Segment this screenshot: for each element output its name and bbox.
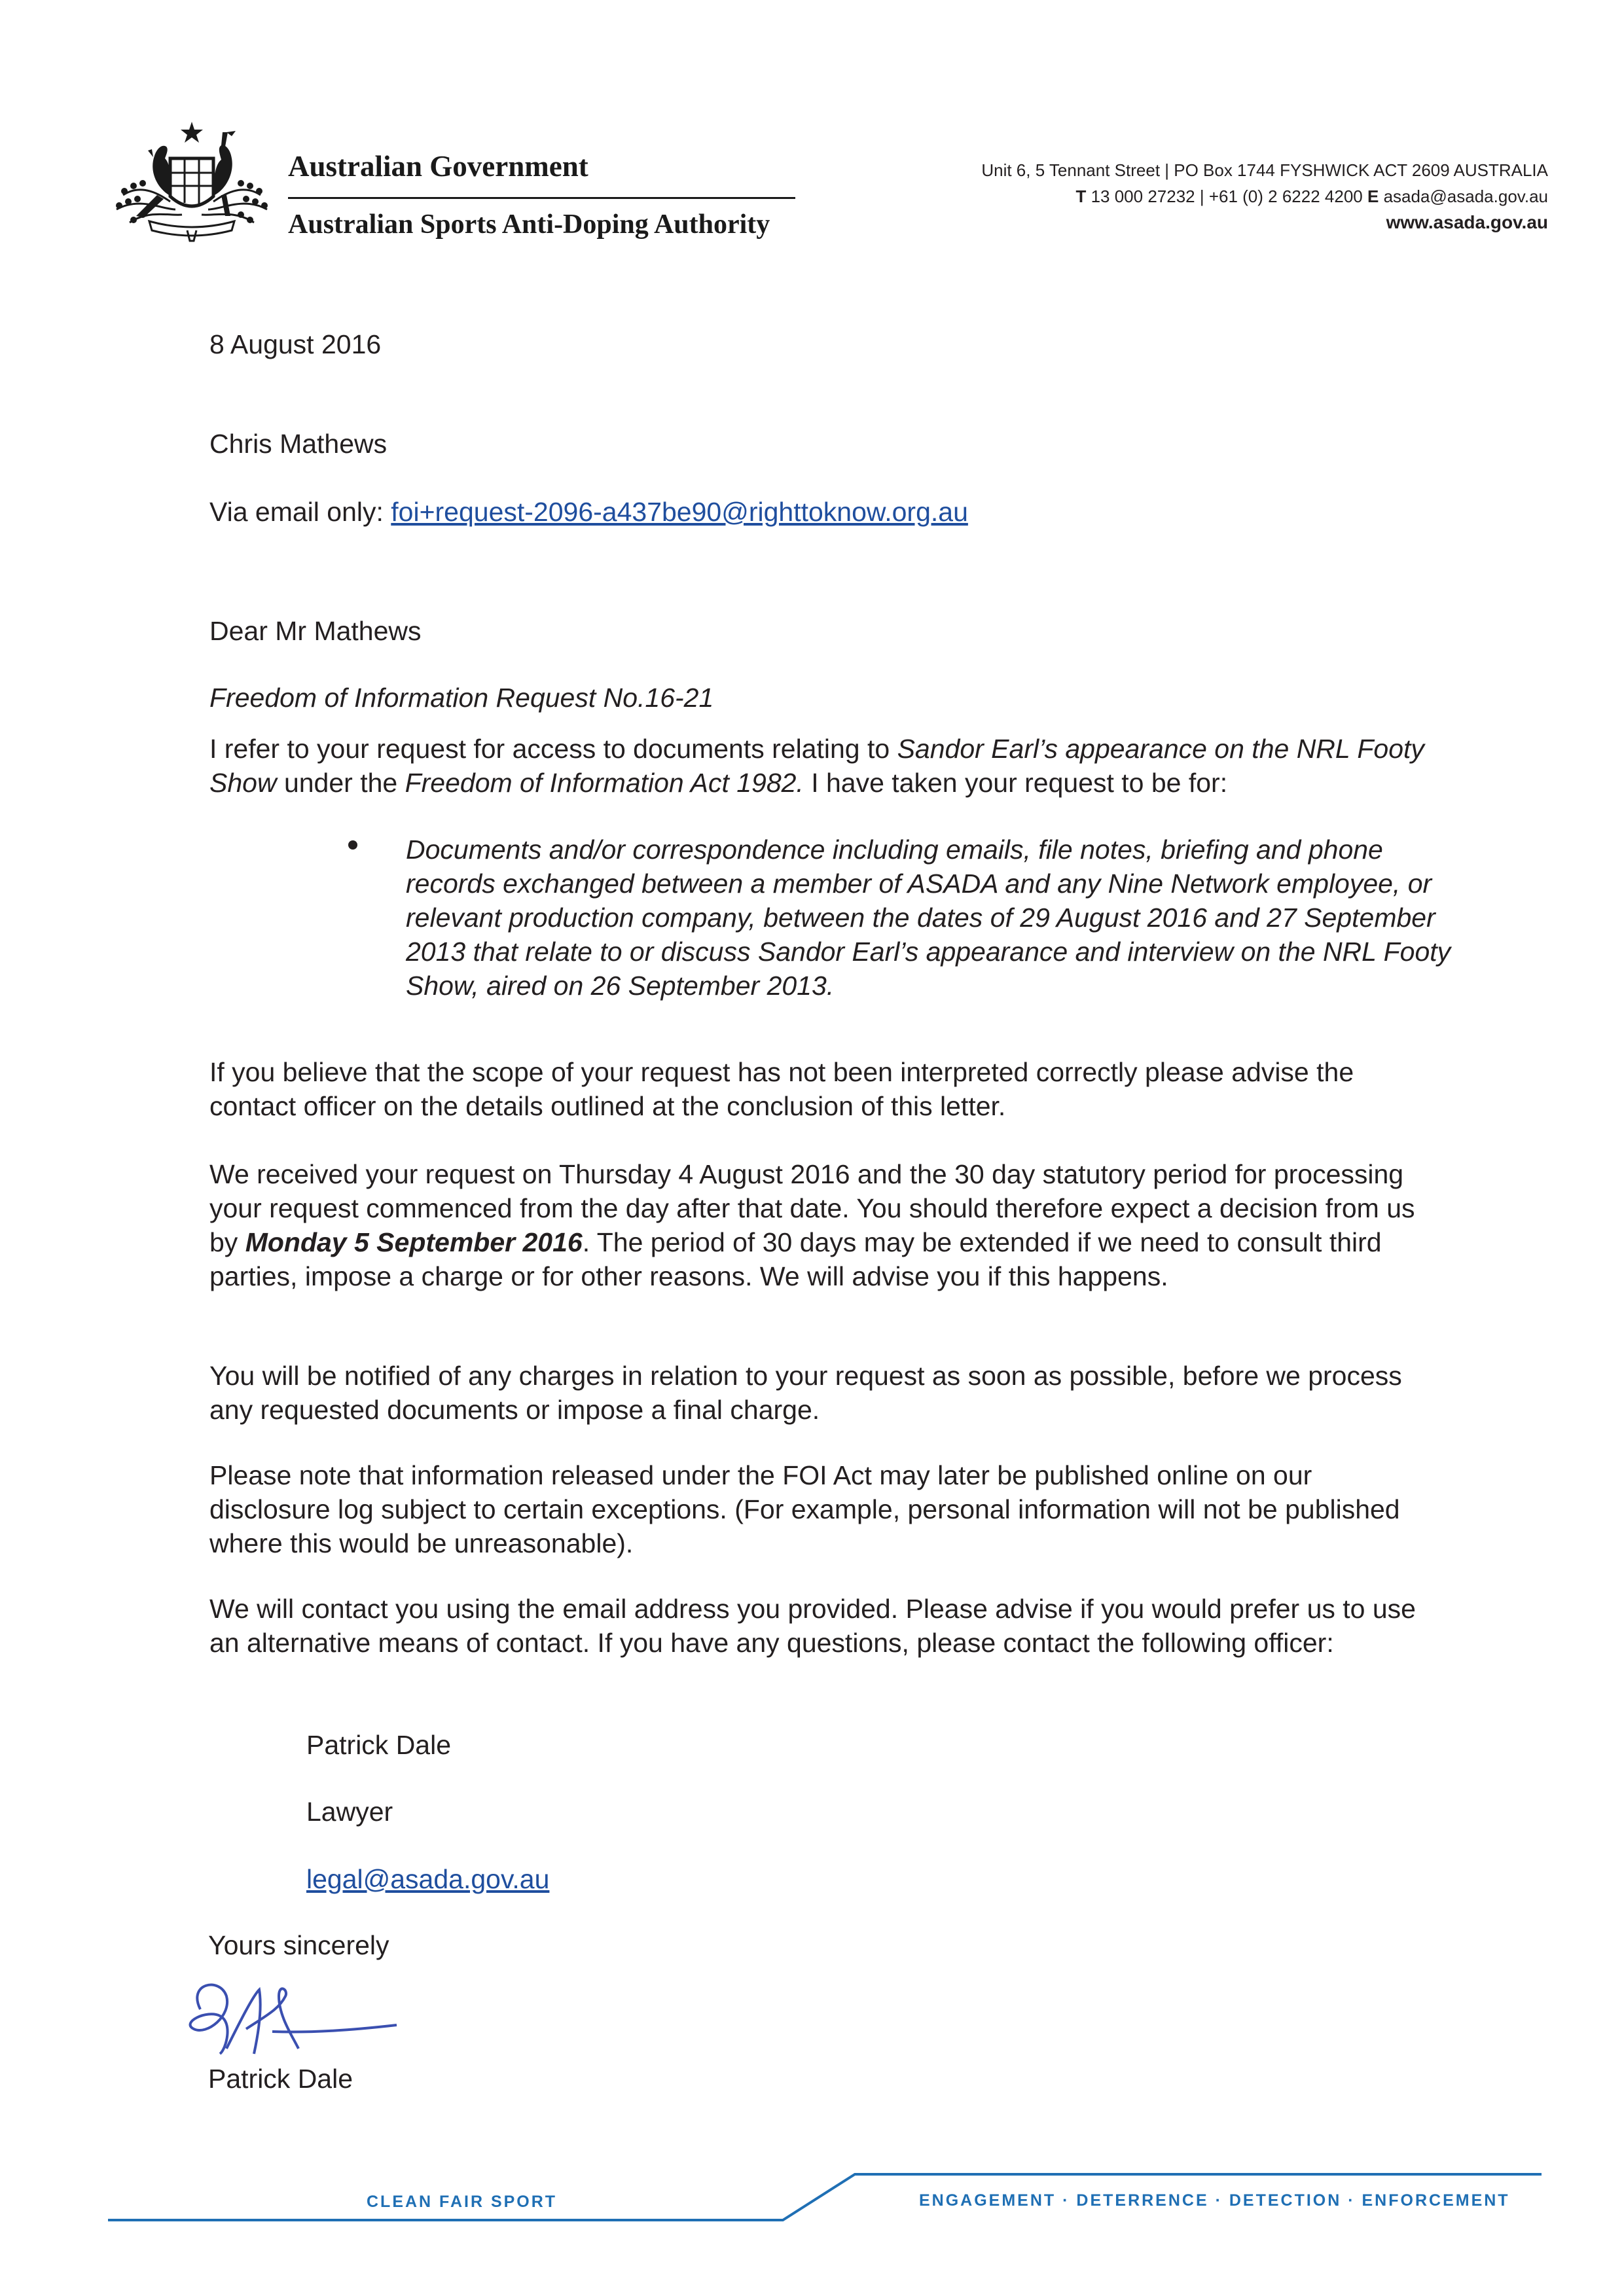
- intro-text-3: I have taken your request to be for:: [803, 768, 1228, 798]
- disclosure-paragraph: Please note that information released under the FOI Act may later be published online on our disclosure log subject to certain exceptions. (For example, personal information will not be published where this would be unreasonable).: [209, 1460, 1400, 1558]
- bullet-dot-icon: [348, 840, 357, 850]
- intro-topic: Sandor Earl’s appearance on the NRL Footy Show: [209, 734, 1424, 798]
- intro-text-1: I refer to your request for access to documents relating to: [209, 734, 897, 764]
- charges-paragraph: You will be notified of any charges in relation to your request as soon as possible, before we process any requested documents or impose a final charge.: [209, 1361, 1402, 1425]
- signatory-name: Patrick Dale: [208, 2064, 353, 2094]
- scope-paragraph: If you believe that the scope of your request has not been interpreted correctly please advise the contact officer on the details outlined at the conclusion of this letter.: [209, 1057, 1354, 1121]
- agency-website: www.asada.gov.au: [1386, 212, 1548, 232]
- intro-act: Freedom of Information Act 1982.: [405, 768, 804, 798]
- recipient-name: Chris Mathews: [209, 429, 388, 459]
- decision-deadline: Monday 5 September 2016: [245, 1227, 583, 1257]
- phone-numbers: 13 000 27232 | +61 (0) 2 6222 4200: [1091, 187, 1363, 206]
- letterhead-contact: [981, 157, 1548, 236]
- government-name: Australian Government: [288, 150, 588, 183]
- coat-of-arms-icon: [110, 118, 274, 242]
- officer-title: Lawyer: [306, 1797, 393, 1827]
- intro-text-2: under the: [276, 768, 405, 798]
- agency-email: asada@asada.gov.au: [1383, 187, 1548, 206]
- letterhead-divider: [288, 197, 795, 199]
- recipient-email-line: [209, 495, 968, 529]
- agency-name: Australian Sports Anti-Doping Authority: [288, 209, 770, 240]
- received-text-2: . The period of 30 days may be extended if we need to consult third parties, impose a charge or for other reasons. We will advise you if this happens.: [209, 1227, 1382, 1291]
- request-scope-item: Documents and/or correspondence including emails, file notes, briefing and phone records exchanged between a member of ASADA and any Nine Network employee, or relevant production company, between the dates of 29 August 2016 and 27 September 2013 that relate to or discuss Sandor Earl’s appearance and interview on the NRL Footy Show, aired on 26 September 2013.: [406, 834, 1451, 1001]
- letter-date: 8 August 2016: [209, 329, 382, 359]
- officer-email-link[interactable]: legal@asada.gov.au: [306, 1864, 550, 1894]
- footer-slogan: CLEAN FAIR SPORT: [367, 2193, 558, 2211]
- email-label: E: [1367, 187, 1379, 206]
- closing: Yours sincerely: [208, 1930, 389, 1960]
- recipient-email-link[interactable]: foi+request-2096-a437be90@righttoknow.org.au: [391, 497, 968, 527]
- letterhead-title: [288, 152, 795, 238]
- officer-name: Patrick Dale: [306, 1730, 452, 1760]
- subject-line: Freedom of Information Request No.16-21: [209, 683, 714, 713]
- received-text-1: We received your request on Thursday 4 August 2016 and the 30 day statutory period for processing your request commenced from the day after that date. You should therefore expect a decision from us by: [209, 1159, 1415, 1257]
- salutation: Dear Mr Mathews: [209, 616, 422, 646]
- footer-pillars: ENGAGEMENT · DETERRENCE · DETECTION · ENFORCEMENT: [919, 2191, 1510, 2210]
- postal-address: Unit 6, 5 Tennant Street | PO Box 1744 FYSHWICK ACT 2609 AUSTRALIA: [981, 160, 1548, 180]
- contact-line: [981, 183, 1548, 209]
- contact-paragraph: We will contact you using the email address you provided. Please advise if you would prefer us to use an alternative means of contact. If you have any questions, please contact the following officer:: [209, 1594, 1416, 1658]
- phone-label: T: [1075, 187, 1087, 206]
- intro-paragraph: [209, 732, 1440, 800]
- signature-icon: [181, 1970, 410, 2068]
- via-label: Via email only:: [209, 497, 391, 527]
- received-paragraph: [209, 1157, 1440, 1293]
